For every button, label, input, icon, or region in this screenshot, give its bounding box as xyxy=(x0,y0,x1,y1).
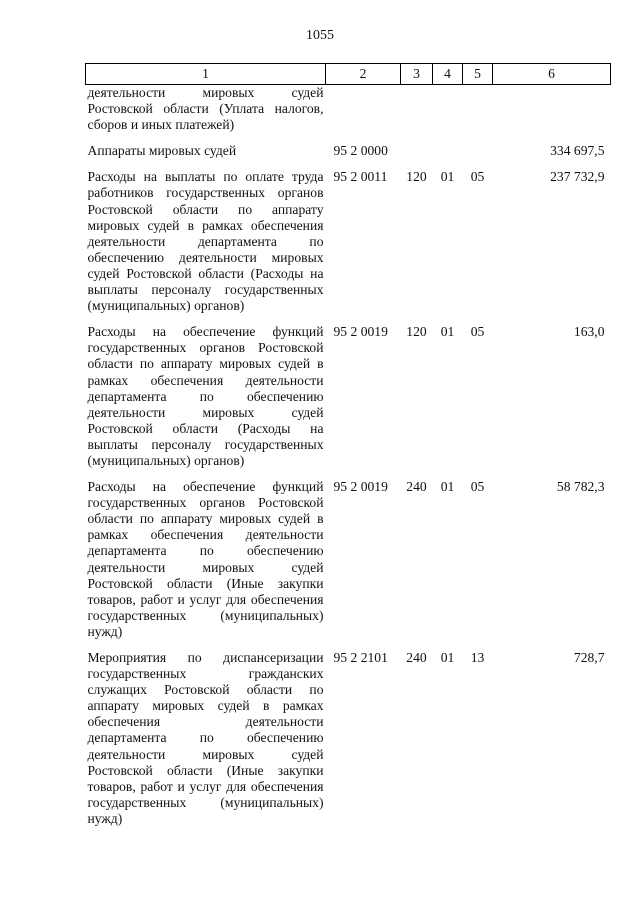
table-row xyxy=(86,159,611,314)
row-amount: 237 732,9 xyxy=(550,169,605,185)
row-section: 01 xyxy=(440,479,455,495)
header-col-4: 4 xyxy=(433,64,463,85)
table-header xyxy=(86,64,611,85)
row-description: Аппараты мировых судей xyxy=(87,143,237,159)
row-expense-type xyxy=(401,85,433,134)
budget-table xyxy=(85,63,611,827)
row-amount: 334 697,5 xyxy=(550,143,605,159)
row-description: Расходы на обеспечение функций государственных органов Ростовской области по аппарату мировых судей в рамках обеспечения деятельности департамента по обеспечению деятельности мировых судей Ростовской области (Иные закупки товаров, работ и услуг для обеспечения государственных (муниципальных) нужд) xyxy=(87,479,324,639)
header-row xyxy=(86,64,611,85)
row-section: 01 xyxy=(440,169,455,185)
row-description: Мероприятия по диспансеризации государственных гражданских служащих Ростовской области по аппарату мировых судей в рамках обеспечения деятельности департамента по обеспечению деятельности мировых судей Ростовской области (Иные закупки товаров, работ и услуг для обеспечения государственных (муниципальных) нужд) xyxy=(87,650,324,826)
row-code xyxy=(326,85,401,134)
row-subsection: 05 xyxy=(470,169,485,185)
row-code: 95 2 0011 xyxy=(333,169,388,185)
row-description: деятельности мировых судей Ростовской области (Уплата налогов, сборов и иных платежей) xyxy=(87,85,324,133)
row-code: 95 2 2101 xyxy=(333,650,388,665)
row-code: 95 2 0019 xyxy=(333,479,388,495)
page-number: 1055 xyxy=(306,28,334,43)
row-subsection xyxy=(463,85,493,134)
row-amount: 163,0 xyxy=(573,324,605,340)
row-description: Расходы на выплаты по оплате труда работников государственных органов Ростовской области по аппарату мировых судей в рамках обеспечения деятельности департамента по обеспечению деятельности мировых судей Ростовской области (Расходы на выплаты персоналу государственных (муниципальных) органов) xyxy=(87,169,324,314)
row-amount: 58 782,3 xyxy=(556,479,605,495)
row-expense-type: 240 xyxy=(406,650,427,665)
header-col-3: 3 xyxy=(401,64,433,85)
row-description: Расходы на обеспечение функций государственных органов Ростовской области по аппарату мировых судей в рамках обеспечения деятельности департамента по обеспечению деятельности мировых судей Ростовской области (Расходы на выплаты персоналу государственных (муниципальных) органов) xyxy=(87,324,324,468)
row-expense-type: 120 xyxy=(406,169,427,185)
row-expense-type xyxy=(401,133,433,159)
header-col-2: 2 xyxy=(326,64,401,85)
row-section xyxy=(433,133,463,159)
table-row xyxy=(86,314,611,469)
header-col-6: 6 xyxy=(493,64,611,85)
row-code: 95 2 0000 xyxy=(333,143,388,159)
header-col-1: 1 xyxy=(86,64,326,85)
row-section: 01 xyxy=(440,650,455,665)
table-row xyxy=(86,85,611,134)
row-subsection: 05 xyxy=(470,324,485,340)
header-col-5: 5 xyxy=(463,64,493,85)
row-section: 01 xyxy=(440,324,455,340)
row-subsection xyxy=(463,133,493,159)
row-expense-type: 120 xyxy=(406,324,427,340)
table-body xyxy=(86,85,611,828)
row-expense-type: 240 xyxy=(406,479,427,495)
table-row xyxy=(86,469,611,640)
row-subsection: 05 xyxy=(470,479,485,495)
row-amount xyxy=(493,85,611,134)
row-code: 95 2 0019 xyxy=(333,324,388,340)
table-row xyxy=(86,133,611,159)
row-subsection: 13 xyxy=(470,650,485,665)
row-amount: 728,7 xyxy=(573,650,605,665)
table-row xyxy=(86,640,611,827)
row-section xyxy=(433,85,463,134)
